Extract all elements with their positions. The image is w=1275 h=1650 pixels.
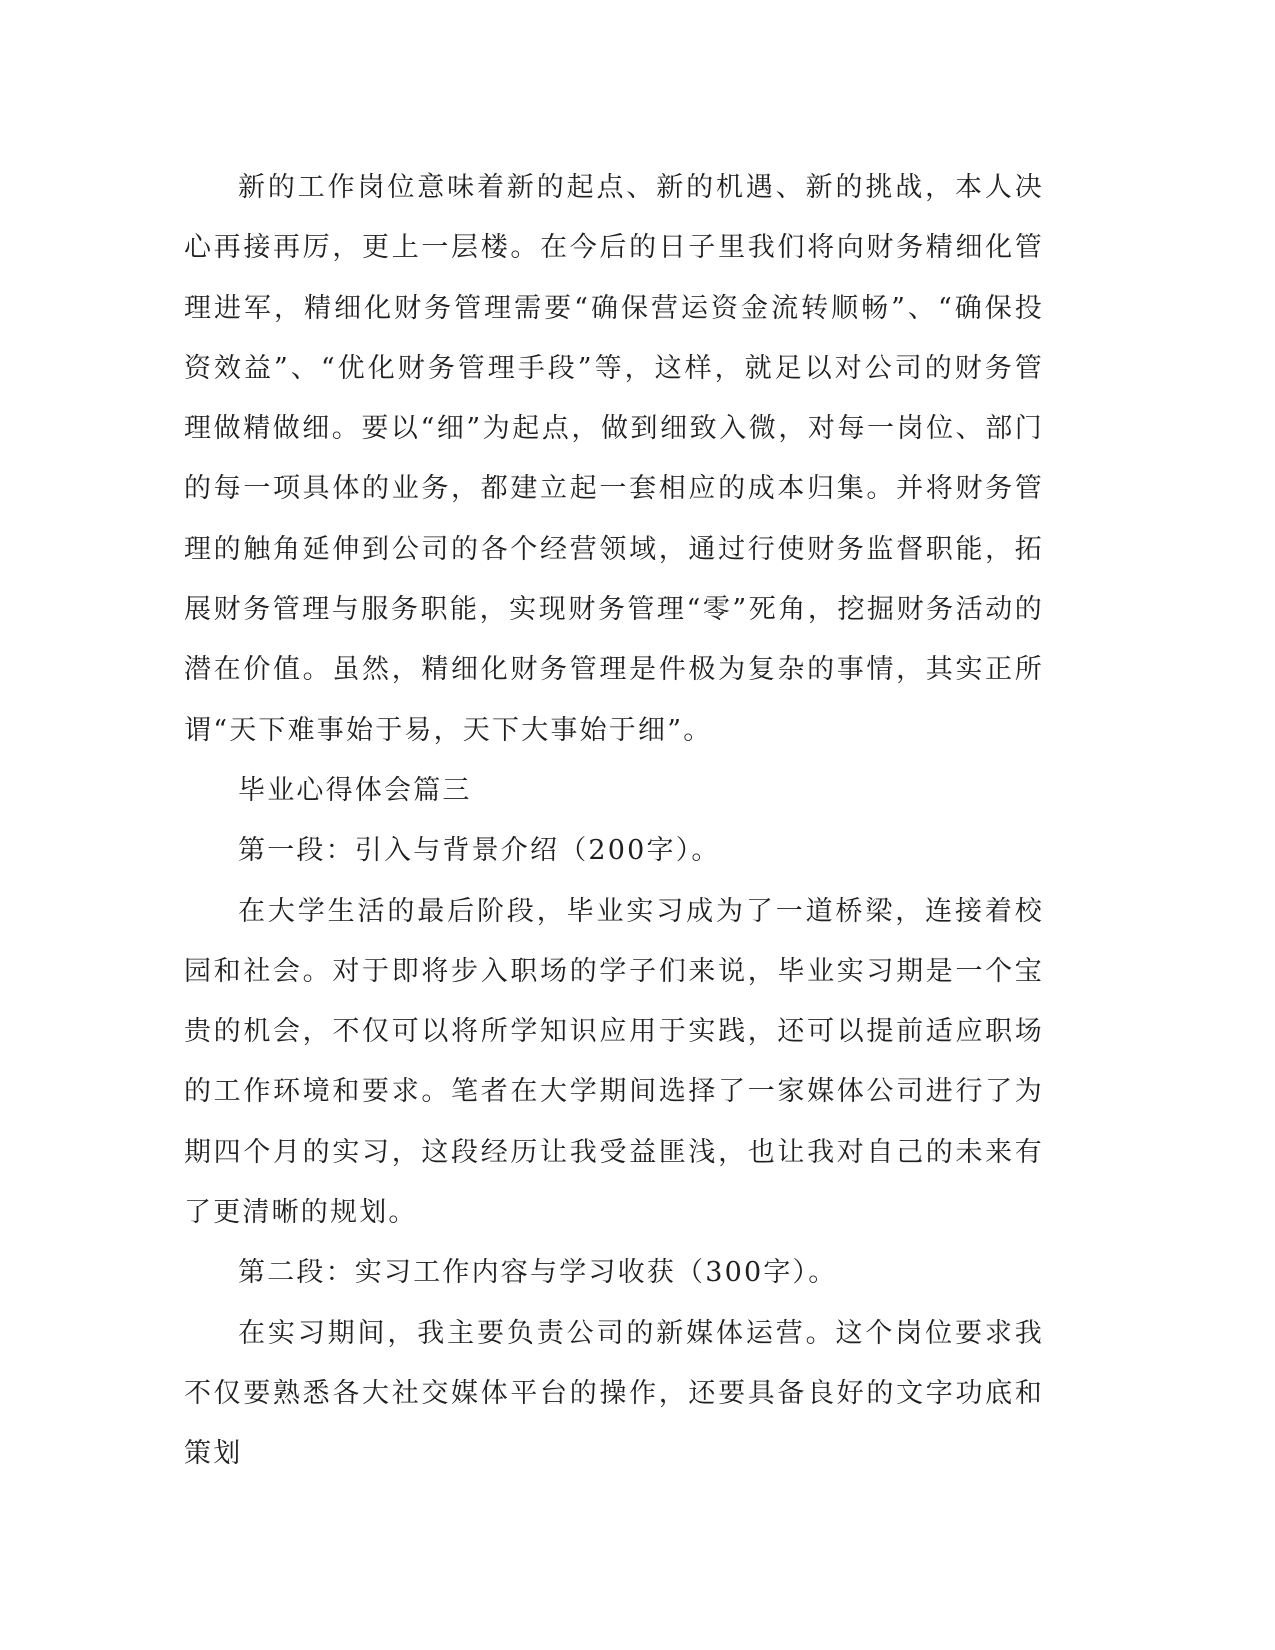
subheading-part-two: 第二段：实习工作内容与学习收获（300字）。	[238, 1257, 838, 1289]
paragraph-internship-work: 在实习期间，我主要负责公司的新媒体运营。这个岗位要求我不仅要熟悉各大社交媒体平台的操作，还要具备良好的文字功底和策划	[184, 1317, 1044, 1470]
subheading-part-one: 第一段：引入与背景介绍（200字）。	[238, 835, 721, 867]
paragraph-internship-background: 在大学生活的最后阶段，毕业实习成为了一道桥梁，连接着校园和社会。对于即将步入职场的学子们来说，毕业实习期是一个宝贵的机会，不仅可以将所学知识应用于实践，还可以提前适应职场的工作环境和要求。笔者在大学期间选择了一家媒体公司进行了为期四个月的实习，这段经历让我受益匪浅，也让我对自己的未来有了更清晰的规划。	[184, 895, 1044, 1229]
paragraph-financial-management: 新的工作岗位意味着新的起点、新的机遇、新的挑战，本人决心再接再厉，更上一层楼。在今后的日子里我们将向财务精细化管理进军，精细化财务管理需要“确保营运资金流转顺畅”、“确保投资效益”、“优化财务管理手段”等，这样，就足以对公司的财务管理做精做细。要以“细”为起点，做到细致入微，对每一岗位、部门的每一项具体的业务，都建立起一套相应的成本归集。并将财务管理的触角延伸到公司的各个经营领域，通过行使财务监督职能，拓展财务管理与服务职能，实现财务管理“零”死角，挖掘财务活动的潜在价值。虽然，精细化财务管理是件极为复杂的事情，其实正所谓“天下难事始于易，天下大事始于细”。	[184, 172, 1044, 746]
document-body	[184, 158, 1044, 1485]
section-heading-part-three: 毕业心得体会篇三	[238, 774, 472, 806]
